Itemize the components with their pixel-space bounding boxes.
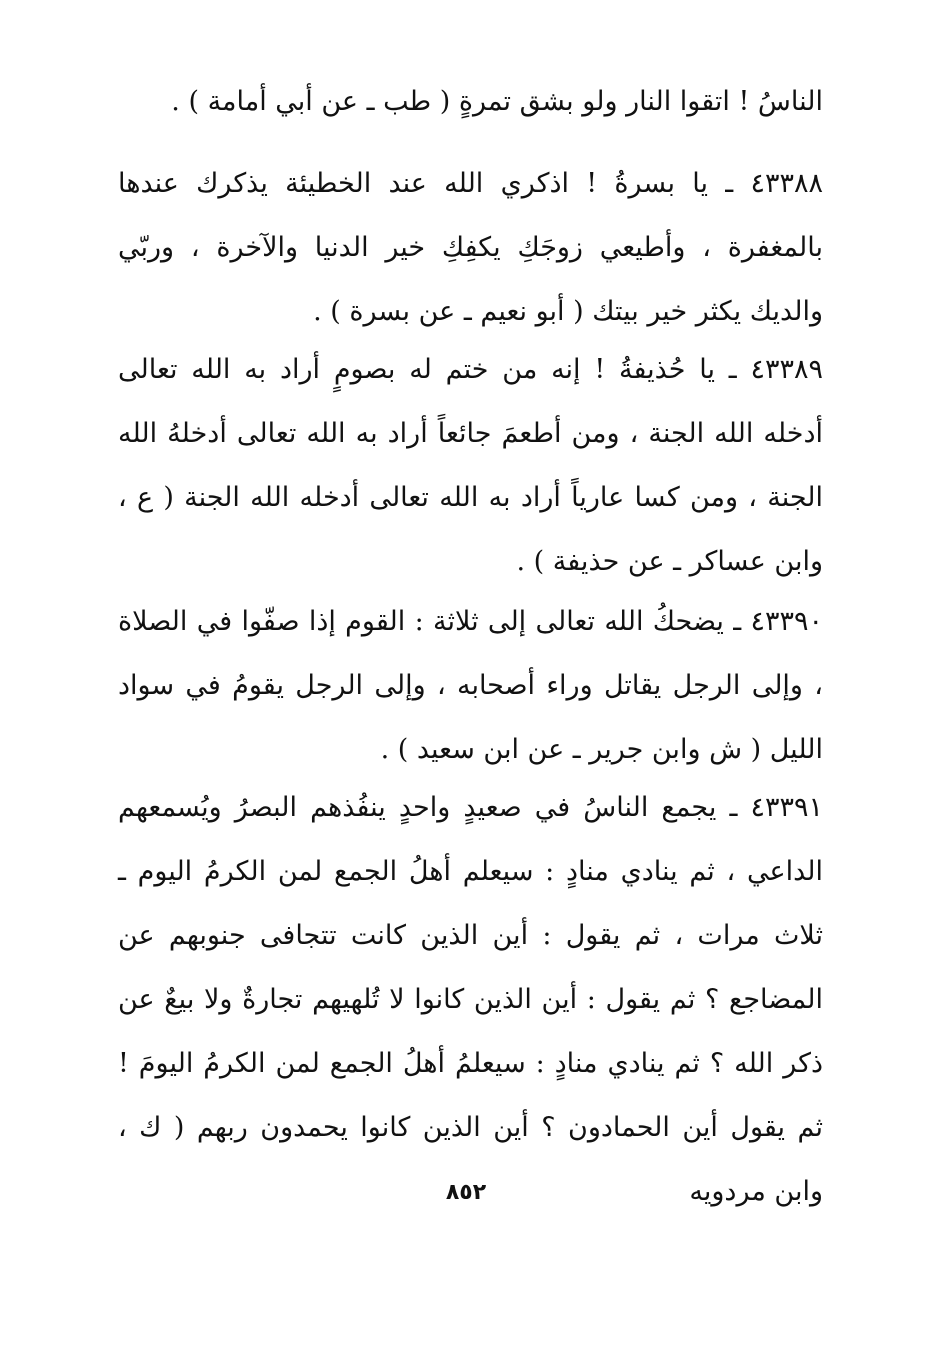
hadith-paragraph-43390: ٤٣٣٩٠ ـ يضحكُ الله تعالى إلى ثلاثة : القوم إذا صفّوا في الصلاة ، وإلى الرجل يقاتل وراء أصحابه ، وإلى الرجل يقومُ في سواد الليل ( ش وابن جرير ـ عن ابن سعيد ) . [118,606,823,765]
page-number: ٨٥٢ [445,1180,487,1205]
hadith-paragraph-43388: ٤٣٣٨٨ ـ يا بسرةُ ! اذكري الله عند الخطيئة يذكرك عندها بالمغفرة ، وأطيعي زوجَكِ يكفِكِ خير الدنيا والآخرة ، وربّي والديك يكثر خير بيتك ( أبو نعيم ـ عن بسرة ) . [118,168,823,327]
hadith-paragraph-continuation: الناسُ ! اتقوا النار ولو بشق تمرةٍ ( طب ـ عن أبي أمامة ) . [171,86,823,117]
hadith-paragraph-43391: ٤٣٣٩١ ـ يجمع الناسُ في صعيدٍ واحدٍ ينفُذهم البصرُ ويُسمعهم الداعي ، ثم ينادي منادٍ : سيعلم أهلُ الجمع لمن الكرمُ اليوم ـ ثلاث مرات ، ثم يقول : أين الذين كانت تتجافى جنوبهم عن المضاجع ؟ ثم يقول : أين الذين كانوا لا تُلهيهم تجارةٌ ولا بيعٌ عن ذكر الله ؟ ثم ينادي منادٍ : سيعلمُ أهلُ الجمع لمن الكرمُ اليومَ ! ثم يقول أين الحمادون ؟ أين الذين كانوا يحمدون ربهم ( ك ، وابن مردويه [118,792,824,1207]
hadith-paragraph-43389: ٤٣٣٨٩ ـ يا حُذيفةُ ! إنه من ختم له بصومٍ أراد به الله تعالى أدخله الله الجنة ، ومن أطعمَ جائعاً أراد به الله تعالى أدخلهُ الله الجنة ، ومن كسا عارياً أراد به الله تعالى أدخله الله الجنة ( ع ، وابن عساكر ـ عن حذيفة ) . [118,354,824,577]
